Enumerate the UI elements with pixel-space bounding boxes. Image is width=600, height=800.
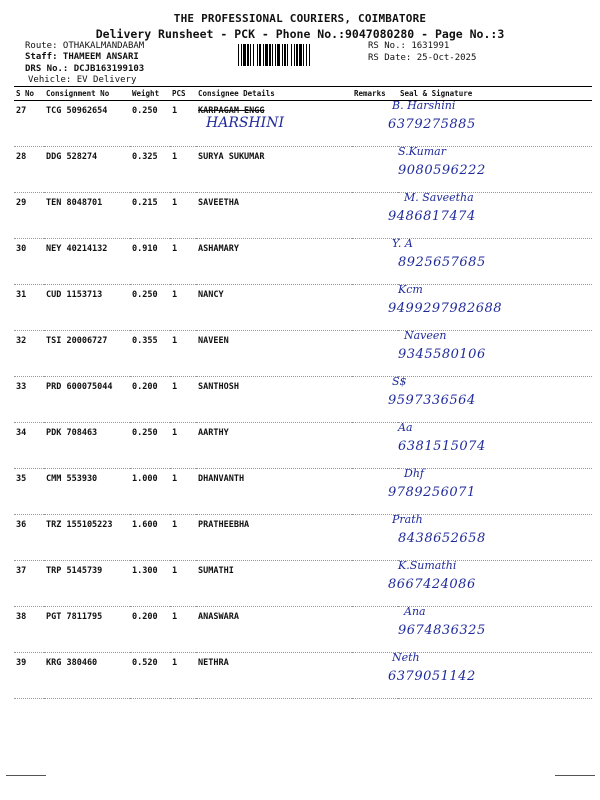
table-row — [14, 239, 592, 285]
row-consignee: DHANVANTH — [196, 469, 352, 515]
row-consignment: TRZ 155105223 — [44, 515, 130, 561]
handwritten-phone: 9789256071 — [388, 484, 476, 500]
col-signature: Seal & Signature — [398, 87, 592, 101]
handwritten-signature: Dhf — [404, 466, 424, 480]
handwritten-phone: 9499297982688 — [388, 300, 503, 316]
table-header-row — [14, 87, 592, 101]
row-pcs: 1 — [170, 653, 196, 699]
handwritten-phone: 6381515074 — [398, 438, 486, 454]
row-sno: 31 — [14, 285, 44, 331]
row-weight: 0.520 — [130, 653, 170, 699]
handwritten-phone: 8667424086 — [388, 576, 476, 592]
row-weight: 1.000 — [130, 469, 170, 515]
row-consignment: PDK 708463 — [44, 423, 130, 469]
handwritten-signature: B. Harshini — [392, 98, 456, 112]
row-weight: 1.600 — [130, 515, 170, 561]
table-row — [14, 607, 592, 653]
row-sno: 37 — [14, 561, 44, 607]
handwritten-signature: M. Saveetha — [404, 190, 474, 204]
handwritten-signature: Y. A — [392, 236, 413, 250]
handwritten-phone: 6379051142 — [388, 668, 476, 684]
col-pcs: PCS — [170, 87, 196, 101]
handwritten-signature: S$ — [392, 374, 407, 388]
runsheet-subtitle: Delivery Runsheet - PCK - Phone No.:9047080280 - Page No.:3 — [95, 27, 505, 41]
col-sno: S No — [14, 87, 44, 101]
row-pcs: 1 — [170, 377, 196, 423]
row-sno: 30 — [14, 239, 44, 285]
table-row — [14, 377, 592, 423]
table-row — [14, 469, 592, 515]
handwritten-phone: 9345580106 — [398, 346, 486, 362]
row-sno: 38 — [14, 607, 44, 653]
handwritten-signature: Ana — [404, 604, 426, 618]
row-weight: 0.200 — [130, 377, 170, 423]
handwritten-signature: Kcm — [398, 282, 423, 296]
row-sno: 34 — [14, 423, 44, 469]
row-weight: 0.355 — [130, 331, 170, 377]
row-weight: 0.200 — [130, 607, 170, 653]
row-consignment: PRD 600075044 — [44, 377, 130, 423]
table-row — [14, 101, 592, 147]
handwritten-phone: 8438652658 — [398, 530, 486, 546]
rs-number: RS No.: 1631991 — [368, 41, 450, 51]
row-remarks — [352, 423, 398, 469]
col-consignee: Consignee Details — [196, 87, 352, 101]
row-consignment: KRG 380460 — [44, 653, 130, 699]
col-weight: Weight — [130, 87, 170, 101]
col-remarks: Remarks — [352, 87, 398, 101]
table-row — [14, 147, 592, 193]
row-consignment: DDG 528274 — [44, 147, 130, 193]
table-row — [14, 331, 592, 377]
row-sno: 29 — [14, 193, 44, 239]
handwritten-signature: Naveen — [404, 328, 447, 342]
barcode-image — [238, 44, 364, 66]
route-label: Route: OTHAKALMANDABAM — [25, 41, 145, 51]
runsheet-table — [14, 86, 592, 699]
row-consignment: PGT 7811795 — [44, 607, 130, 653]
row-sno: 39 — [14, 653, 44, 699]
handwritten-phone: 9080596222 — [398, 162, 486, 178]
footer-rule-right — [555, 775, 595, 776]
row-consignee: NANCY — [196, 285, 352, 331]
row-consignee: NAVEEN — [196, 331, 352, 377]
row-consignee: SAVEETHA — [196, 193, 352, 239]
row-consignee: NETHRA — [196, 653, 352, 699]
table-row — [14, 423, 592, 469]
row-pcs: 1 — [170, 561, 196, 607]
row-remarks — [352, 331, 398, 377]
table-row — [14, 285, 592, 331]
row-consignment: TRP 5145739 — [44, 561, 130, 607]
rs-date: RS Date: 25-Oct-2025 — [368, 53, 477, 63]
row-consignee: KARPAGAM ENGG — [196, 101, 352, 147]
row-consignment: CMM 553930 — [44, 469, 130, 515]
handwritten-phone: 9486817474 — [388, 208, 476, 224]
handwritten-phone: 9597336564 — [388, 392, 476, 408]
handwritten-consignee-name: HARSHINI — [206, 114, 284, 131]
row-sno: 32 — [14, 331, 44, 377]
row-pcs: 1 — [170, 423, 196, 469]
vehicle-label: Vehicle: EV Delivery — [28, 75, 137, 85]
staff-label: Staff: THAMEEM ANSARI — [25, 52, 139, 62]
row-pcs: 1 — [170, 331, 196, 377]
row-consignee: SURYA SUKUMAR — [196, 147, 352, 193]
row-sno: 36 — [14, 515, 44, 561]
row-pcs: 1 — [170, 101, 196, 147]
row-sno: 33 — [14, 377, 44, 423]
table-row — [14, 653, 592, 699]
handwritten-signature: Prath — [392, 512, 423, 526]
drs-label: DRS No.: DCJB163199103 — [25, 64, 145, 74]
row-consignee: SANTHOSH — [196, 377, 352, 423]
table-row — [14, 515, 592, 561]
row-weight: 0.215 — [130, 193, 170, 239]
row-remarks — [352, 607, 398, 653]
row-pcs: 1 — [170, 469, 196, 515]
table-row — [14, 561, 592, 607]
row-sno: 35 — [14, 469, 44, 515]
row-consignment: TEN 8048701 — [44, 193, 130, 239]
row-weight: 1.300 — [130, 561, 170, 607]
row-weight: 0.250 — [130, 285, 170, 331]
footer-rule-left — [6, 775, 46, 776]
row-consignee: ANASWARA — [196, 607, 352, 653]
row-consignee: PRATHEEBHA — [196, 515, 352, 561]
col-consignment: Consignment No — [44, 87, 130, 101]
table-row — [14, 193, 592, 239]
row-consignment: CUD 1153713 — [44, 285, 130, 331]
row-pcs: 1 — [170, 607, 196, 653]
row-consignment: TSI 20006727 — [44, 331, 130, 377]
row-weight: 0.910 — [130, 239, 170, 285]
handwritten-signature: Aa — [398, 420, 413, 434]
row-pcs: 1 — [170, 147, 196, 193]
row-weight: 0.250 — [130, 423, 170, 469]
handwritten-phone: 6379275885 — [388, 116, 476, 132]
row-remarks — [352, 147, 398, 193]
handwritten-signature: K.Sumathi — [398, 558, 457, 572]
row-pcs: 1 — [170, 239, 196, 285]
row-sno: 27 — [14, 101, 44, 147]
row-consignee: AARTHY — [196, 423, 352, 469]
row-weight: 0.250 — [130, 101, 170, 147]
handwritten-signature: Neth — [392, 650, 420, 664]
row-consignment: TCG 50962654 — [44, 101, 130, 147]
row-consignment: NEY 40214132 — [44, 239, 130, 285]
row-pcs: 1 — [170, 515, 196, 561]
handwritten-phone: 9674836325 — [398, 622, 486, 638]
row-weight: 0.325 — [130, 147, 170, 193]
row-consignee: SUMATHI — [196, 561, 352, 607]
row-pcs: 1 — [170, 285, 196, 331]
row-pcs: 1 — [170, 193, 196, 239]
row-sno: 28 — [14, 147, 44, 193]
row-consignee: ASHAMARY — [196, 239, 352, 285]
company-title: THE PROFESSIONAL COURIERS, COIMBATORE — [173, 12, 427, 25]
handwritten-signature: S.Kumar — [398, 144, 446, 158]
handwritten-phone: 8925657685 — [398, 254, 486, 270]
